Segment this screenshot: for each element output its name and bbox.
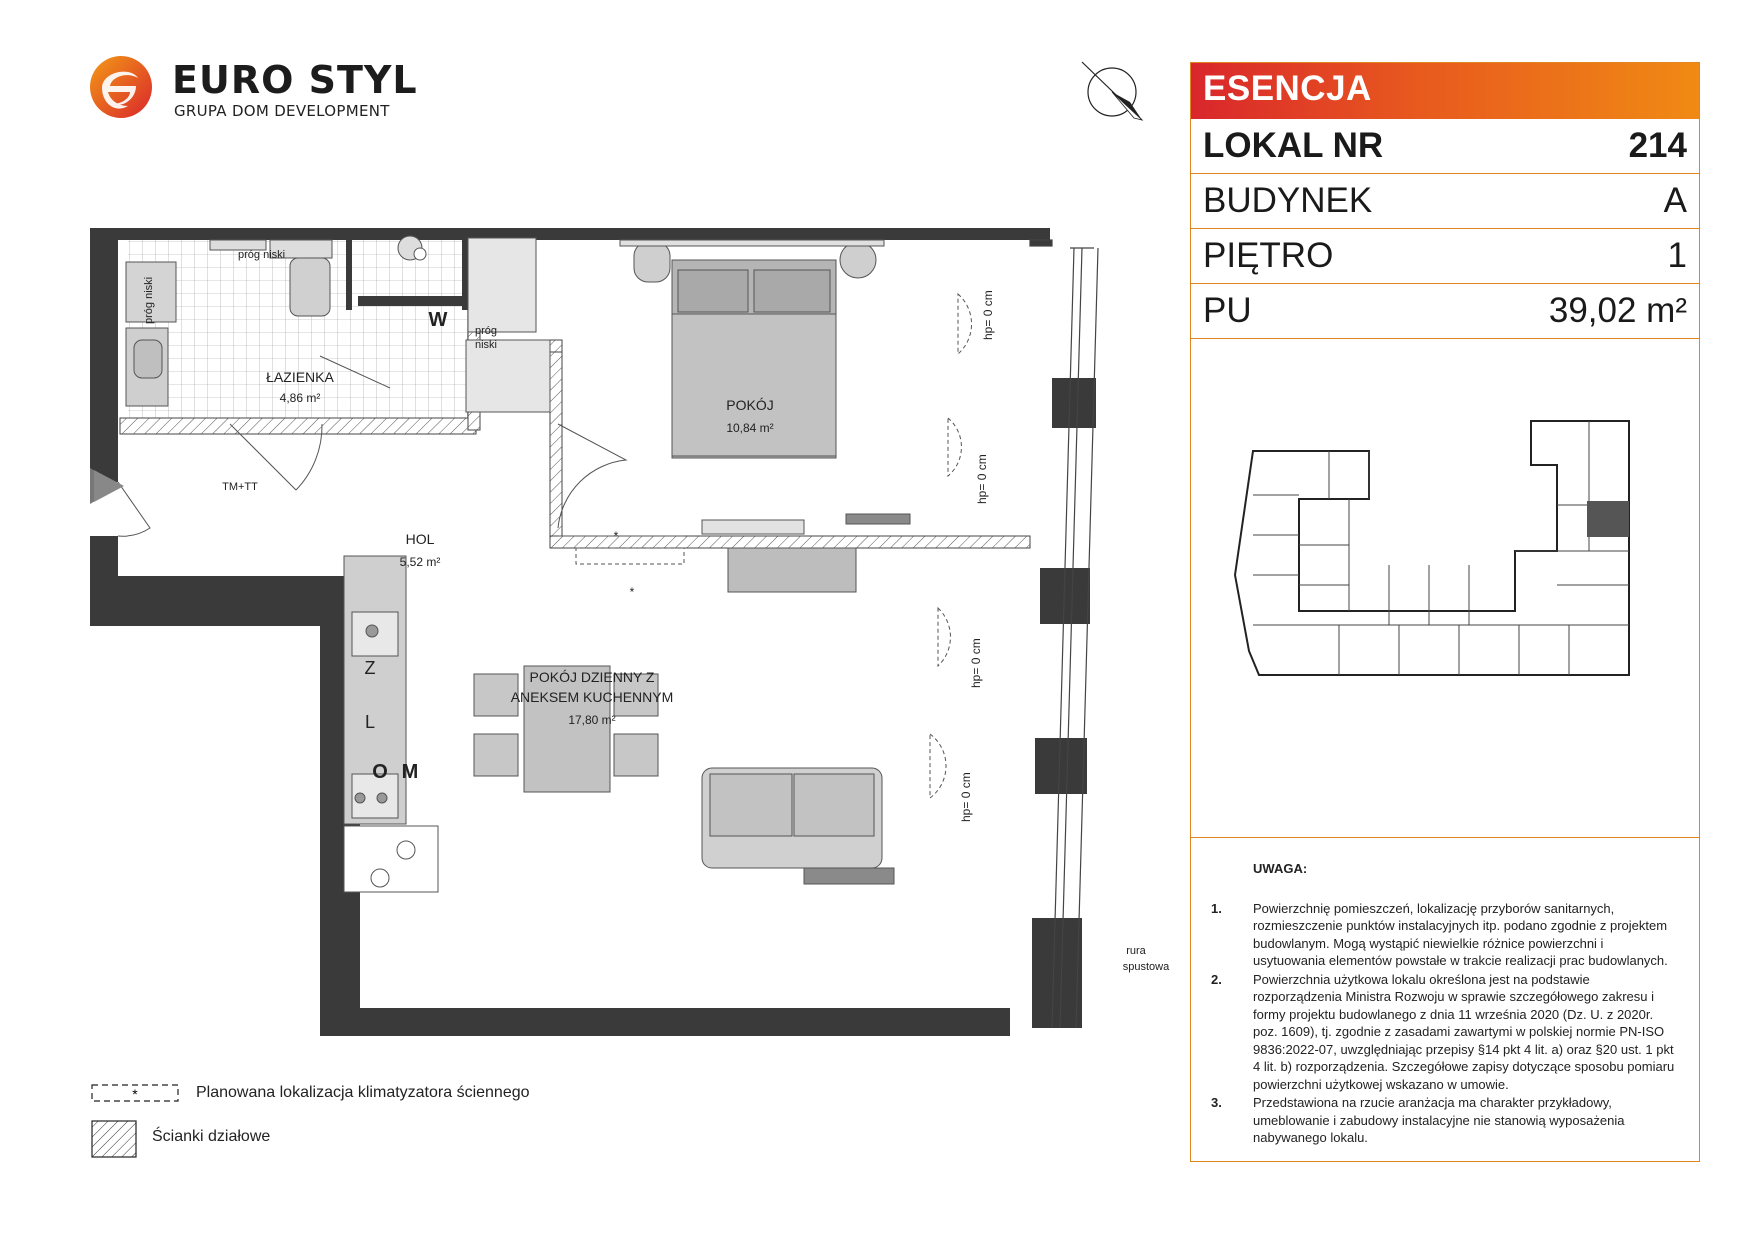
row-pietro bbox=[1191, 229, 1699, 284]
label-mark-z: Z bbox=[364, 658, 376, 678]
note-item bbox=[1211, 900, 1679, 970]
label-mark-l: L bbox=[364, 712, 376, 732]
unit-highlight bbox=[1587, 501, 1629, 537]
label-prog-1: próg niski bbox=[238, 249, 286, 261]
legend-walls-text: Ścianki działowe bbox=[152, 1128, 271, 1145]
label-rura-2: spustowa bbox=[1122, 961, 1170, 973]
note-number: 2. bbox=[1211, 971, 1222, 987]
notes-list bbox=[1211, 900, 1679, 1147]
eurostyl-logo-icon bbox=[88, 54, 154, 120]
legend-ac bbox=[90, 1075, 530, 1111]
investment-name: ESENCJA bbox=[1203, 69, 1372, 108]
room-area-hall: 5,52 m² bbox=[399, 555, 441, 569]
label-tmtt: TM+TT bbox=[222, 481, 258, 493]
notes-title: UWAGA: bbox=[1253, 861, 1308, 876]
note-text: Powierzchnia użytkowa lokalu określona jest na podstawie rozporządzenia Ministra Rozwoju w sprawie szczegółowego zakresu i formy projektu budowlanego z dnia 11 września 2020 (Dz. U. z 2020r. poz. 1609), tj. zgodnie z zasadami zawartymi w polskiej normie PN-ISO 9836:2022-07, uwzględniając przepisy §14 pkt 4 lit. a) oraz §20 ust. 1 pkt 4 lit. b) rozporządzenia. Szczegółowe zapisy dotyczące sposobu pomiaru powierzchni użytkowej wskazano w umowie. bbox=[1253, 971, 1675, 1092]
legend-walls bbox=[90, 1119, 270, 1155]
hatch-swatch-icon bbox=[90, 1119, 180, 1155]
label-hp-3: hp= 0 cm bbox=[969, 638, 983, 688]
building-key-plan bbox=[1219, 415, 1659, 705]
room-name-living-1: POKÓJ DZIENNY Z bbox=[529, 669, 655, 685]
legend-ac-text: Planowana lokalizacja klimatyzatora ściennego bbox=[196, 1084, 530, 1101]
brand-tagline: GRUPA DOM DEVELOPMENT bbox=[174, 102, 390, 120]
label-prog-3b: niski bbox=[474, 339, 498, 351]
row-budynek-label: BUDYNEK bbox=[1203, 181, 1373, 220]
room-name-hall: HOL bbox=[405, 531, 435, 547]
notes bbox=[1191, 838, 1699, 1147]
row-budynek bbox=[1191, 174, 1699, 229]
kitchen-unit bbox=[344, 556, 438, 892]
label-prog-3a: próg bbox=[474, 325, 498, 337]
facade-piers bbox=[1032, 378, 1096, 1028]
note-number: 1. bbox=[1211, 900, 1222, 916]
living-furniture bbox=[474, 548, 894, 884]
row-pietro-value: 1 bbox=[1667, 236, 1687, 275]
label-mark-m: M bbox=[401, 761, 419, 783]
label-mark-o: O bbox=[372, 761, 388, 783]
brand-name: EURO STYL bbox=[172, 58, 418, 102]
row-pietro-label: PIĘTRO bbox=[1203, 236, 1334, 275]
investment-header bbox=[1191, 63, 1699, 119]
bedroom-furniture bbox=[466, 238, 910, 534]
brand-logo bbox=[88, 54, 418, 124]
label-hp-2: hp= 0 cm bbox=[975, 454, 989, 504]
legend bbox=[90, 1075, 690, 1165]
row-pu-label: PU bbox=[1203, 291, 1252, 330]
room-area-bath: 4,86 m² bbox=[279, 391, 321, 405]
note-text: Powierzchnię pomieszczeń, lokalizację przyborów sanitarnych, rozmieszczenie punktów instalacyjnych itp. podano zgodnie z projektem budowlanym. Mogą wystąpić niewielkie różnice powierzchni i usytuowania elementów powstałe w trakcie realizacji prac budowlanych. bbox=[1253, 900, 1668, 968]
floor-plan bbox=[90, 228, 1170, 1048]
ac-mark-2: * bbox=[629, 585, 635, 599]
north-arrow-icon bbox=[1072, 56, 1152, 126]
note-text: Przedstawiona na rzucie aranżacja ma charakter przykładowy, umeblowanie i zabudowy instalacyjne nie stanowią wyposażenia nabywanego lokalu. bbox=[1253, 1095, 1625, 1145]
room-area-living: 17,80 m² bbox=[568, 713, 616, 727]
ac-swatch-icon bbox=[90, 1075, 180, 1111]
row-lokal-value: 214 bbox=[1628, 126, 1687, 165]
room-name-bath: ŁAZIENKA bbox=[266, 369, 334, 385]
label-prog-2: próg niski bbox=[143, 276, 155, 324]
note-item bbox=[1211, 971, 1679, 1094]
note-item bbox=[1211, 1094, 1679, 1147]
room-name-living-2: ANEKSEM KUCHENNYM bbox=[510, 689, 674, 705]
label-hp-4: hp= 0 cm bbox=[959, 772, 973, 822]
row-budynek-value: A bbox=[1663, 181, 1687, 220]
room-area-bedroom: 10,84 m² bbox=[726, 421, 774, 435]
note-number: 3. bbox=[1211, 1095, 1222, 1110]
row-pu-value: 39,02 m² bbox=[1548, 291, 1687, 330]
row-pu bbox=[1191, 284, 1699, 339]
label-mark-w: W bbox=[428, 309, 448, 331]
legend-ac-mark: * bbox=[132, 1086, 138, 1102]
room-name-bedroom: POKÓJ bbox=[726, 397, 774, 413]
ac-mark-1: * bbox=[613, 529, 619, 543]
row-lokal bbox=[1191, 119, 1699, 174]
row-lokal-label: LOKAL NR bbox=[1203, 126, 1384, 165]
facade-windows bbox=[1030, 240, 1098, 1028]
label-hp-1: hp= 0 cm bbox=[981, 290, 995, 340]
key-plan-area bbox=[1191, 339, 1699, 838]
unit-info-card bbox=[1190, 62, 1700, 1162]
label-rura-1: rura bbox=[1126, 945, 1146, 957]
